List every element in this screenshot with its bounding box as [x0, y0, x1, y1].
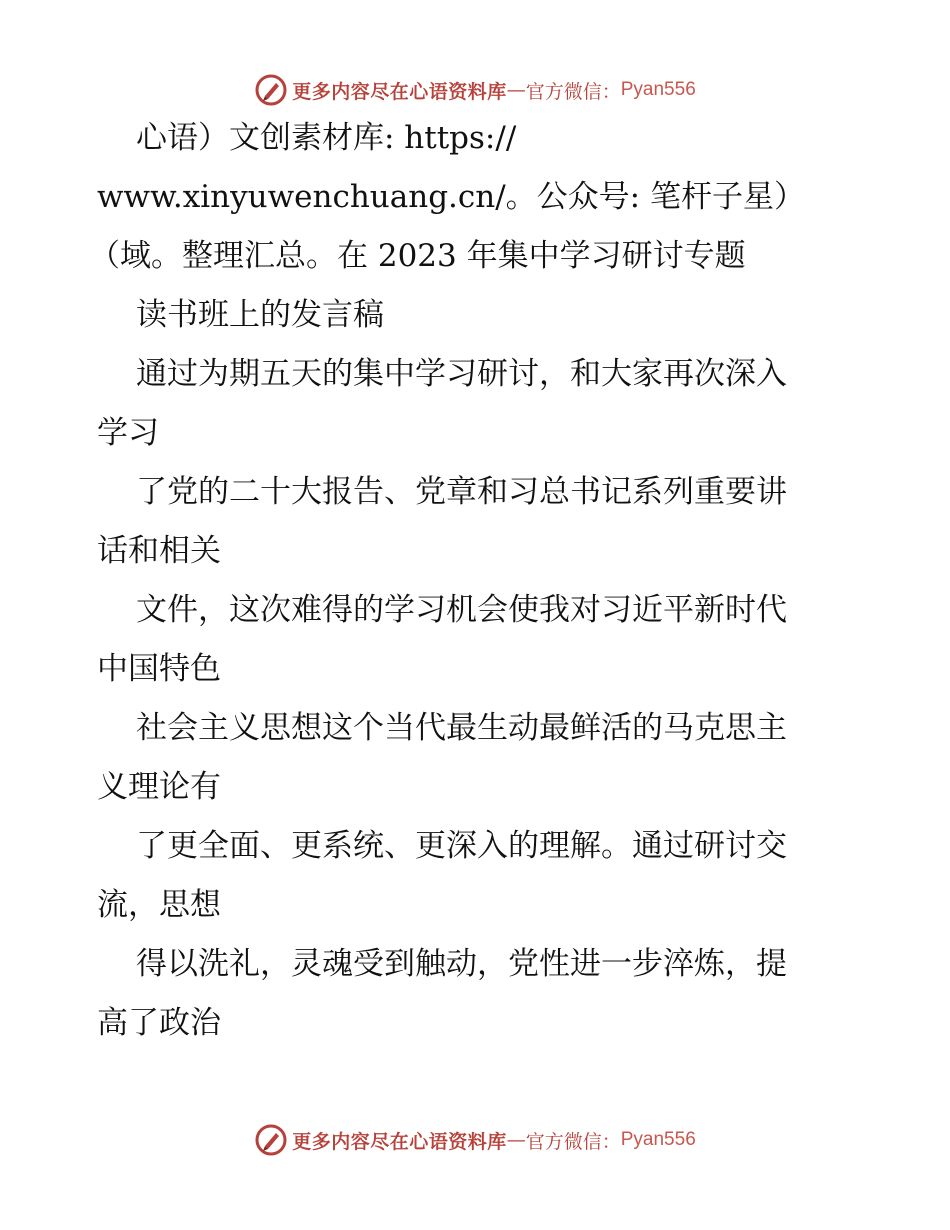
text-line: 了党的二十大报告、党章和习总书记系列重要讲	[136, 474, 787, 510]
header-dash: —	[506, 79, 526, 101]
text-line: 义理论有	[97, 769, 221, 805]
pen-logo-icon	[254, 1123, 288, 1157]
text-line: 学习	[97, 415, 159, 451]
text-line: 话和相关	[97, 533, 221, 569]
footer-wechat-id: Pyan556	[620, 1129, 696, 1150]
header-banner	[0, 70, 950, 110]
document-body	[89, 120, 857, 1066]
text-line: （域。整理汇总。在 2023 年集中学习研讨专题	[89, 238, 746, 274]
header-wechat-id: Pyan556	[620, 79, 696, 100]
footer-wechat-label: 官方微信：	[525, 1130, 621, 1153]
footer-brand-text: 更多内容尽在心语资料库	[292, 1130, 507, 1153]
text-line: 心语）文创素材库: https://	[136, 120, 517, 156]
header-wechat-label: 官方微信：	[525, 80, 621, 103]
text-line: 通过为期五天的集中学习研讨，和大家再次深入	[136, 356, 787, 392]
text-line: 中国特色	[97, 651, 221, 687]
text-line: 文件，这次难得的学习机会使我对习近平新时代	[136, 592, 787, 628]
text-line: 得以洗礼，灵魂受到触动，党性进一步淬炼，提	[136, 946, 787, 982]
footer-dash: —	[506, 1129, 526, 1151]
text-line: 社会主义思想这个当代最生动最鲜活的马克思主	[136, 710, 787, 746]
text-line: 了更全面、更系统、更深入的理解。通过研讨交	[136, 828, 787, 864]
pen-logo-icon	[254, 73, 288, 107]
text-line: www.xinyuwenchuang.cn/。公众号: 笔杆子星）	[97, 179, 805, 215]
text-line: 高了政治	[97, 1005, 221, 1041]
text-line: 读书班上的发言稿	[136, 297, 384, 333]
footer-banner	[0, 1120, 950, 1160]
header-brand-text: 更多内容尽在心语资料库	[292, 80, 507, 103]
text-line: 流，思想	[97, 887, 221, 923]
